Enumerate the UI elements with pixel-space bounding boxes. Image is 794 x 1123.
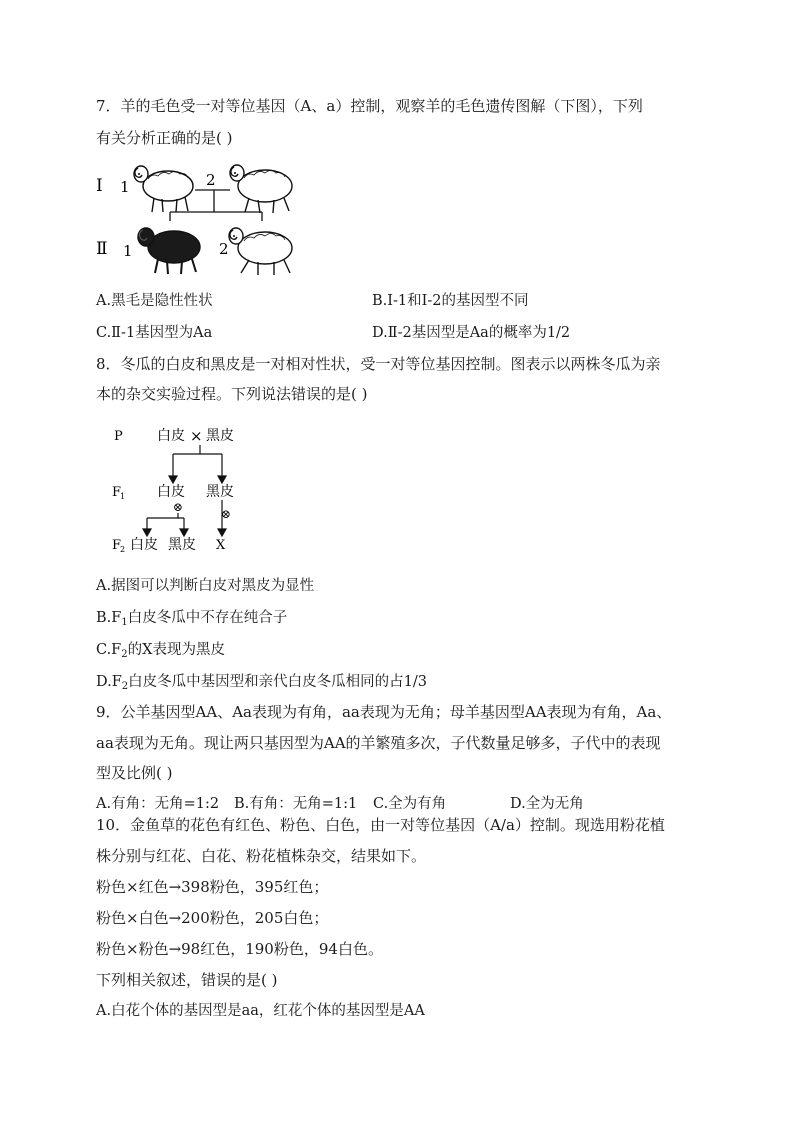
pedigree-gen-1-label: Ⅰ [96,176,103,196]
q7-stem-line2: 有关分析正确的是( ) [96,129,233,147]
q9-stem-line3: 型及比例( ) [96,764,173,782]
q8-option-c[interactable]: $C.F_2$的X表现为黑皮 [96,642,225,660]
q10-result-3: 粉色×粉色→98红色，190粉色，94白色。 [96,940,383,958]
q9-option-d[interactable]: D.全为无角 [510,796,584,812]
diagram-p-label: P [114,429,123,444]
diagram-self-symbol-right: ⊗ [221,507,232,521]
q10-result-1: 粉色×红色→398粉色，395红色； [96,878,329,896]
q7-option-a[interactable]: A.黑毛是隐性性状 [96,293,213,309]
q10-result-2: 粉色×白色→200粉色，205白色； [96,909,329,927]
diagram-cross: × [190,427,203,445]
q10-question: 下列相关叙述，错误的是( ) [96,971,278,989]
q9-stem-line2: aa表现为无角。现让两只基因型为AA的羊繁殖多次，子代数量足够多，子代中的表现 [96,734,661,752]
pedigree-gen-2-label: Ⅱ [96,239,108,259]
q7-option-b[interactable]: B.Ⅰ-1和Ⅰ-2的基因型不同 [372,293,529,309]
diagram-p-black: 黑皮 [206,428,234,444]
q7-option-c[interactable]: C.Ⅱ-1基因型为Aa [96,325,213,341]
diagram-f1-white: 白皮 [157,484,185,500]
sheep-ii-1-black [138,228,200,274]
q9-stem-line1: 9．公羊基因型AA、Aa表现为有角，aa表现为无角；母羊基因型AA表现为有角，Aa、 [96,703,672,721]
diagram-f1-sub: 1 [120,492,126,501]
q8-cross-diagram [100,420,260,560]
diagram-f2-white: 白皮 [130,537,158,553]
diagram-self-symbol-left: ⊗ [173,500,184,514]
q7-option-d[interactable]: D.Ⅱ-2基因型是Aa的概率为1/2 [372,325,571,341]
diagram-f2-label: F [112,538,122,553]
pedigree-i-2-label: 2 [206,171,216,189]
q9-option-c[interactable]: C.全为有角 [373,796,447,812]
q9-option-a[interactable]: A.有角：无角=1:2 [96,796,220,812]
q8-option-a[interactable]: A.据图可以判断白皮对黑皮为显性 [96,578,315,594]
q10-stem-line1: 10．金鱼草的花色有红色、粉色、白色，由一对等位基因（A/a）控制。现选用粉花植 [96,816,665,834]
q8-stem-line1: 8．冬瓜的白皮和黑皮是一对相对性状，受一对等位基因控制。图表示以两株冬瓜为亲 [96,355,661,373]
sheep-ii-2-white [229,228,292,275]
pedigree-ii-1-label: 1 [123,242,133,260]
diagram-f1-black: 黑皮 [206,484,234,500]
sheep-i-1-white [134,166,193,212]
diagram-f2-black: 黑皮 [168,537,196,553]
pedigree-i-1-label: 1 [120,178,130,196]
q8-stem-line2: 本的杂交实验过程。下列说法错误的是( ) [96,385,368,403]
q8-option-d[interactable]: $D.F_2$白皮冬瓜中基因型和亲代白皮冬瓜相同的占1/3 [96,674,427,692]
diagram-p-white: 白皮 [157,428,185,444]
q10-option-a[interactable]: A.白花个体的基因型是aa，红花个体的基因型是AA [96,1003,425,1019]
diagram-f2-x: X [216,538,226,553]
sheep-i-2-white [230,165,292,213]
q10-stem-line2: 株分别与红花、白花、粉花植株杂交，结果如下。 [96,847,427,865]
q7-pedigree-diagram [92,155,312,280]
q9-option-b[interactable]: B.有角：无角=1:1 [234,796,358,812]
pedigree-ii-2-label: 2 [219,240,229,258]
q7-stem-line1: 7．羊的毛色受一对等位基因（A、a）控制，观察羊的毛色遗传图解（下图），下列 [96,97,643,115]
diagram-f1-label: F [112,485,122,500]
q8-option-b[interactable]: $B.F_1$白皮冬瓜中不存在纯合子 [96,610,288,628]
diagram-f2-sub: 2 [120,545,126,554]
